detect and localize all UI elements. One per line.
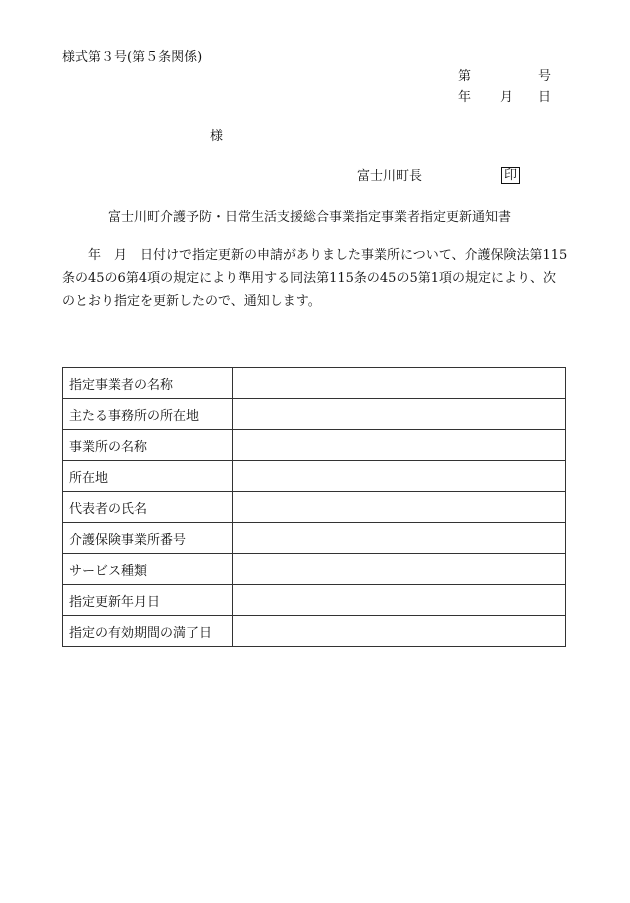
date-year: 年 [458,90,472,105]
row-value-field[interactable] [233,492,566,523]
date-day: 日 [538,90,552,105]
row-value-field[interactable] [233,430,566,461]
table-row [63,430,566,461]
table-row [63,554,566,585]
row-value-field[interactable] [233,616,566,647]
doc-number-prefix: 第 [458,69,472,84]
row-value-field[interactable] [233,523,566,554]
row-label: 指定事業者の名称 [63,368,233,399]
row-value-field[interactable] [233,585,566,616]
table-row [63,368,566,399]
issuer-name: 富士川町長 [357,169,423,184]
row-value-field[interactable] [233,399,566,430]
row-label: 指定の有効期間の満了日 [63,616,233,647]
row-label: 介護保険事業所番号 [63,523,233,554]
table-row [63,399,566,430]
table-row [63,523,566,554]
row-label: 主たる事務所の所在地 [63,399,233,430]
table-row [63,585,566,616]
document-title: 富士川町介護予防・日常生活支援総合事業指定事業者指定更新通知書 [108,210,512,225]
row-value-field[interactable] [233,368,566,399]
info-table [62,367,566,647]
row-label: 指定更新年月日 [63,585,233,616]
row-label: 代表者の氏名 [63,492,233,523]
addressee: 様 [210,129,224,144]
doc-number-suffix: 号 [538,69,552,84]
row-label: 所在地 [63,461,233,492]
seal-box: 印 [501,167,520,184]
date-month: 月 [500,90,514,105]
table-row [63,616,566,647]
row-value-field[interactable] [233,461,566,492]
row-label: サービス種類 [63,554,233,585]
body-text: 年 月 日付けで指定更新の申請がありました事業所について、介護保険法第115条の45の6第4項の規定により準用する同法第115条の45の5第1項の規定により、次のとおり指定を更新したので、通知します。 [62,248,568,309]
table-row [63,492,566,523]
row-label: 事業所の名称 [63,430,233,461]
row-value-field[interactable] [233,554,566,585]
issuer [357,168,518,184]
table-row [63,461,566,492]
form-number: 様式第３号(第５条関係) [62,50,203,65]
